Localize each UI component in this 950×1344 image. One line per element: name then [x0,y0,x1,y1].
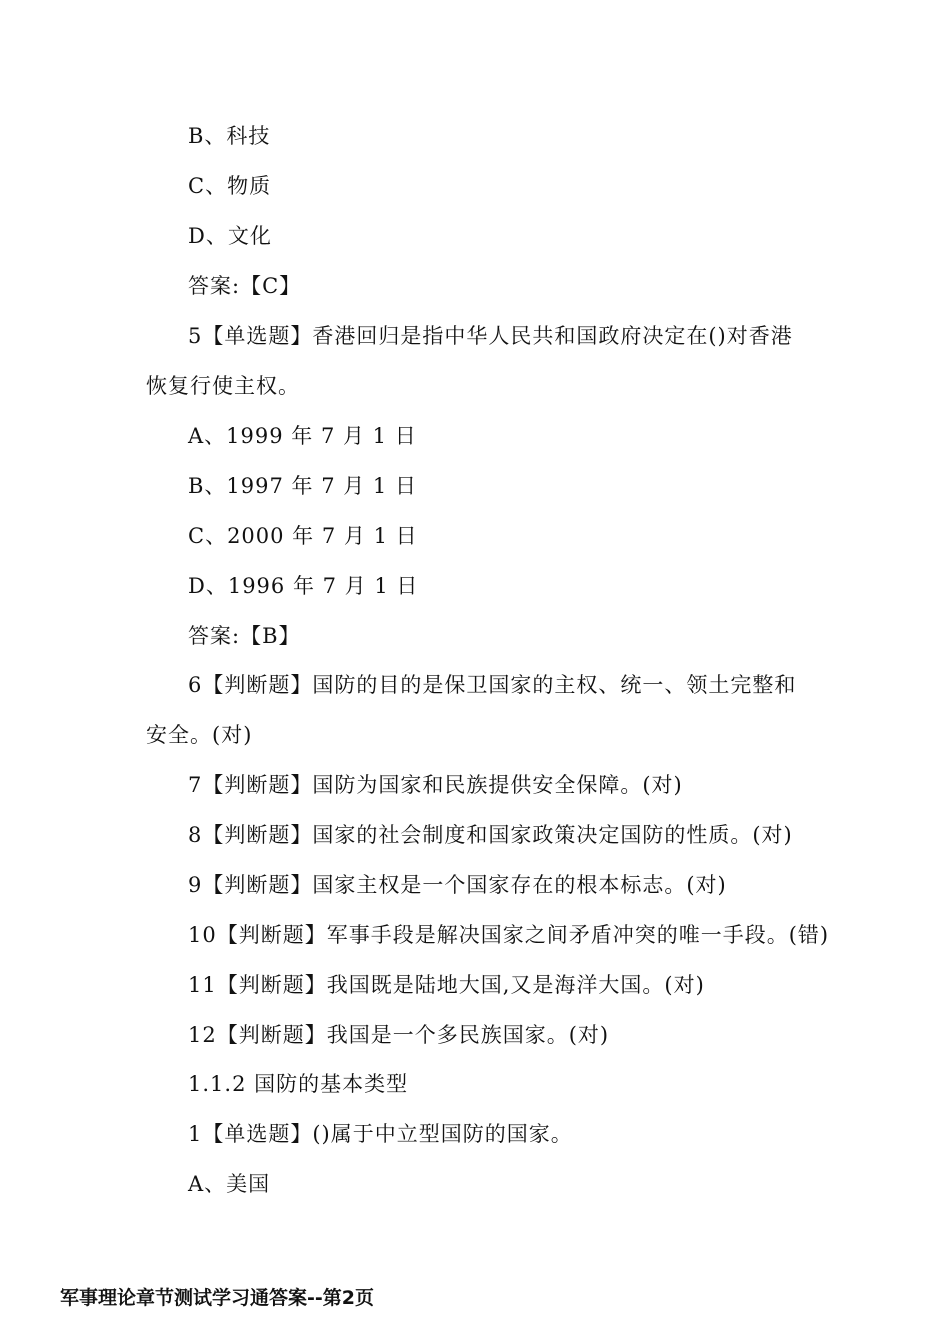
option-b-text: B、1997 年 7 月 1 日 [188,474,417,498]
question-1-text: 1【单选题】()属于中立型国防的国家。 [188,1122,573,1146]
option-c-text: C、物质 [188,174,272,198]
page-footer: 军事理论章节测试学习通答案--第2页 [60,1287,374,1309]
option-b-text: B、科技 [188,124,271,148]
option-d-text: D、文化 [188,224,272,248]
option-a-text: A、1999 年 7 月 1 日 [188,424,417,448]
question-6-continuation: 安全。(对) [146,723,253,747]
question-10-text: 10【判断题】军事手段是解决国家之间矛盾冲突的唯一手段。(错) [188,923,830,947]
question-5-continuation: 恢复行使主权。 [146,374,300,398]
answer-text: 答案:【B】 [188,624,301,648]
option-a-text: A、美国 [188,1172,271,1196]
option-c-text: C、2000 年 7 月 1 日 [188,524,418,548]
option-d-text: D、1996 年 7 月 1 日 [188,574,419,598]
question-5-text: 5【单选题】香港回归是指中华人民共和国政府决定在()对香港 [188,324,793,348]
answer-text: 答案:【C】 [188,274,302,298]
section-heading: 1.1.2 国防的基本类型 [188,1072,409,1096]
question-9-text: 9【判断题】国家主权是一个国家存在的根本标志。(对) [188,873,727,897]
question-12-text: 12【判断题】我国是一个多民族国家。(对) [188,1023,610,1047]
question-8-text: 8【判断题】国家的社会制度和国家政策决定国防的性质。(对) [188,823,793,847]
question-11-text: 11【判断题】我国既是陆地大国,又是海洋大国。(对) [188,973,705,997]
question-6-text: 6【判断题】国防的目的是保卫国家的主权、统一、领土完整和 [188,673,797,697]
question-7-text: 7【判断题】国防为国家和民族提供安全保障。(对) [188,773,683,797]
